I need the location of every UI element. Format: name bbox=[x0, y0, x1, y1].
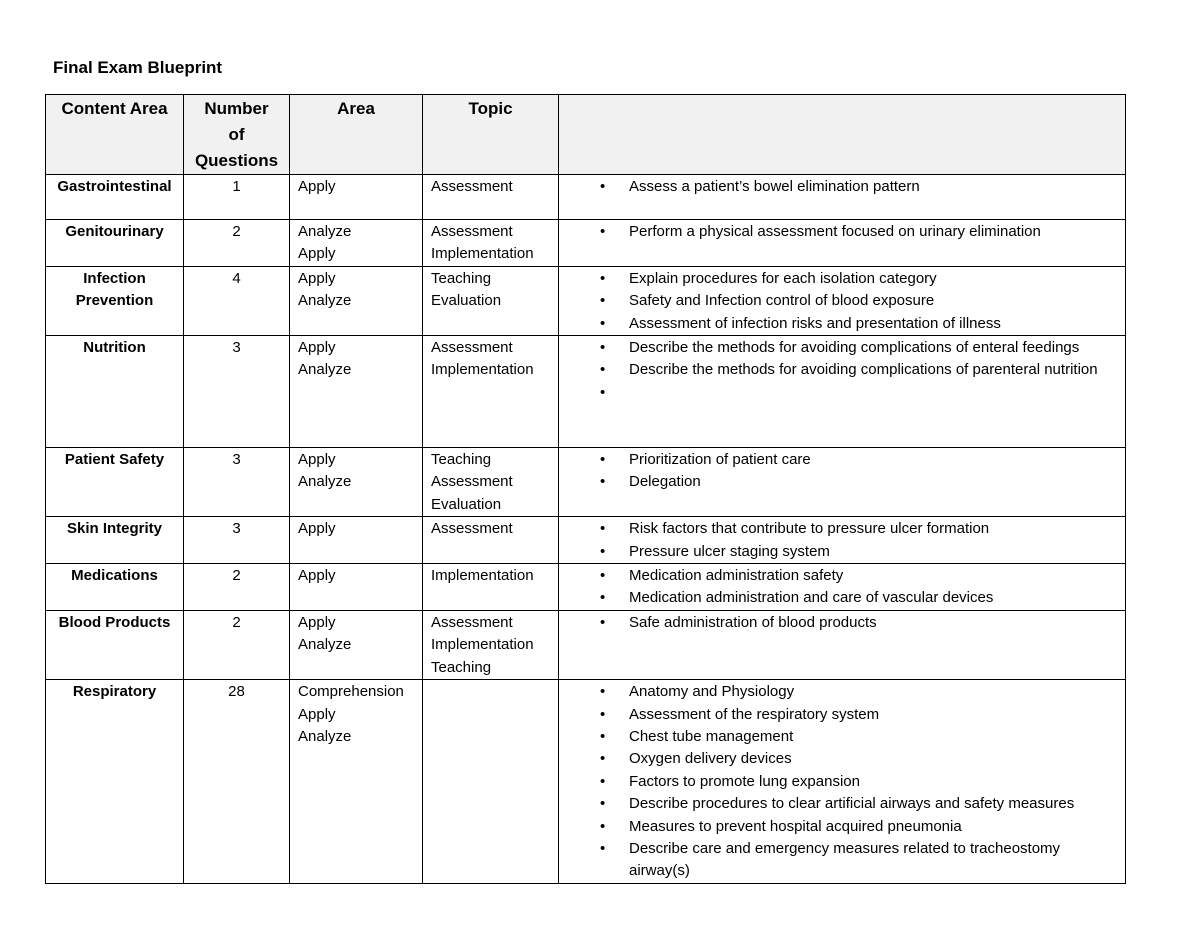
details-cell bbox=[559, 517, 1126, 564]
details-cell bbox=[559, 266, 1126, 335]
topic-item: Implementation bbox=[431, 636, 534, 654]
topic-item: Implementation bbox=[431, 567, 534, 585]
area-item: Analyze bbox=[298, 473, 352, 491]
details-cell bbox=[559, 564, 1126, 611]
header-details bbox=[559, 95, 1126, 175]
topic-item: Teaching bbox=[431, 451, 492, 469]
topic-cell bbox=[423, 266, 559, 335]
area-cell bbox=[290, 564, 423, 611]
area-item: Apply bbox=[298, 613, 336, 631]
area-cell bbox=[290, 517, 423, 564]
bullet-list bbox=[567, 449, 1117, 494]
content-area-cell: Blood Products bbox=[46, 610, 184, 679]
bullet-item: • Describe the methods for avoiding complications of enteral feedings bbox=[629, 337, 1117, 359]
topic-item: Implementation bbox=[431, 361, 534, 379]
area-item: Apply bbox=[298, 269, 336, 287]
area-cell bbox=[290, 220, 423, 267]
topic-cell bbox=[423, 680, 559, 884]
table-row bbox=[46, 266, 1126, 335]
header-area: Area bbox=[290, 95, 423, 175]
content-area-cell bbox=[46, 266, 184, 335]
area-cell bbox=[290, 175, 423, 220]
area-item: Analyze bbox=[298, 636, 352, 654]
topic-item: Assessment bbox=[431, 473, 513, 491]
bullet-item: • Pressure ulcer staging system bbox=[629, 541, 1117, 563]
questions-cell: 2 bbox=[184, 564, 290, 611]
header-topic: Topic bbox=[423, 95, 559, 175]
content-area-cell: Patient Safety bbox=[46, 448, 184, 517]
topic-cell bbox=[423, 564, 559, 611]
questions-cell: 28 bbox=[184, 680, 290, 884]
header-number-of-questions bbox=[184, 95, 290, 175]
content-area-line: Infection bbox=[83, 269, 146, 287]
topic-item: Teaching bbox=[431, 658, 492, 676]
area-cell bbox=[290, 266, 423, 335]
table-row bbox=[46, 564, 1126, 611]
bullet-list bbox=[567, 337, 1117, 404]
table-row bbox=[46, 680, 1126, 884]
bullet-item: • Delegation bbox=[629, 471, 1117, 493]
questions-cell: 2 bbox=[184, 610, 290, 679]
bullet-item: • Perform a physical assessment focused on urinary elimination bbox=[629, 221, 1117, 243]
table-row bbox=[46, 336, 1126, 448]
area-item: Apply bbox=[298, 451, 336, 469]
bullet-list bbox=[567, 221, 1117, 243]
table-row bbox=[46, 610, 1126, 679]
topic-item: Teaching bbox=[431, 269, 492, 287]
topic-cell bbox=[423, 448, 559, 517]
bullet-list bbox=[567, 565, 1117, 610]
bullet-list bbox=[567, 612, 1117, 634]
topic-item: Assessment bbox=[431, 613, 513, 631]
area-item: Apply bbox=[298, 178, 336, 195]
area-cell bbox=[290, 680, 423, 884]
bullet-item: • Risk factors that contribute to pressure ulcer formation bbox=[629, 518, 1117, 540]
topic-item: Assessment bbox=[431, 520, 513, 538]
topic-cell bbox=[423, 220, 559, 267]
area-item: Comprehension bbox=[298, 683, 404, 701]
content-area-cell: Genitourinary bbox=[46, 220, 184, 267]
area-item: Analyze bbox=[298, 361, 352, 379]
topic-item: Assessment bbox=[431, 223, 513, 240]
questions-cell: 1 bbox=[184, 175, 290, 220]
details-cell bbox=[559, 610, 1126, 679]
header-number-line: Number bbox=[204, 99, 269, 118]
topic-cell bbox=[423, 610, 559, 679]
content-area-line: Prevention bbox=[75, 292, 154, 310]
area-cell bbox=[290, 448, 423, 517]
area-item: Analyze bbox=[298, 223, 352, 240]
details-cell bbox=[559, 680, 1126, 884]
content-area-cell: Respiratory bbox=[46, 680, 184, 884]
area-item: Apply bbox=[298, 339, 336, 357]
bullet-item: • Safety and Infection control of blood exposure bbox=[629, 290, 1117, 312]
bullet-item: • Assessment of infection risks and presentation of illness bbox=[629, 313, 1117, 335]
details-cell bbox=[559, 336, 1126, 448]
topic-item: Assessment bbox=[431, 178, 513, 195]
bullet-item: • Assessment of the respiratory system bbox=[629, 704, 1117, 726]
page-title: Final Exam Blueprint bbox=[53, 58, 223, 77]
bullet-item: • Describe procedures to clear artificial airways and safety measures bbox=[629, 793, 1117, 815]
area-item: Apply bbox=[298, 705, 336, 723]
content-area-cell: Skin Integrity bbox=[46, 517, 184, 564]
content-area-cell: Medications bbox=[46, 564, 184, 611]
content-area-cell: Gastrointestinal bbox=[46, 175, 184, 220]
table-row bbox=[46, 175, 1126, 220]
bullet-item: • Factors to promote lung expansion bbox=[629, 771, 1117, 793]
topic-cell bbox=[423, 517, 559, 564]
bullet-item: • Measures to prevent hospital acquired pneumonia bbox=[629, 816, 1117, 838]
header-number-line: Questions bbox=[194, 151, 279, 170]
table-row bbox=[46, 517, 1126, 564]
area-cell bbox=[290, 336, 423, 448]
bullet-item: • Assess a patient’s bowel elimination pattern bbox=[629, 176, 1117, 198]
bullet-item: • Explain procedures for each isolation category bbox=[629, 268, 1117, 290]
bullet-item: • Safe administration of blood products bbox=[629, 612, 1117, 634]
header-number-line: of bbox=[228, 125, 245, 144]
bullet-list bbox=[567, 268, 1117, 335]
bullet-item: • Prioritization of patient care bbox=[629, 449, 1117, 471]
questions-cell: 3 bbox=[184, 448, 290, 517]
questions-cell: 4 bbox=[184, 266, 290, 335]
topic-item: Evaluation bbox=[431, 292, 502, 310]
bullet-item-empty bbox=[629, 382, 1117, 404]
bullet-list bbox=[567, 176, 1117, 198]
bullet-item: • Anatomy and Physiology bbox=[629, 681, 1117, 703]
questions-cell: 3 bbox=[184, 517, 290, 564]
blueprint-table bbox=[45, 94, 1126, 884]
topic-item: Evaluation bbox=[431, 495, 502, 513]
topic-item: Implementation bbox=[431, 245, 534, 263]
bullet-item: • Oxygen delivery devices bbox=[629, 748, 1117, 770]
details-cell bbox=[559, 220, 1126, 267]
topic-item: Assessment bbox=[431, 339, 513, 357]
table-row bbox=[46, 220, 1126, 267]
topic-cell bbox=[423, 336, 559, 448]
bullet-item: • Medication administration and care of vascular devices bbox=[629, 587, 1117, 609]
table-row bbox=[46, 448, 1126, 517]
details-cell bbox=[559, 175, 1126, 220]
topic-cell bbox=[423, 175, 559, 220]
content-area-cell: Nutrition bbox=[46, 336, 184, 448]
questions-cell: 3 bbox=[184, 336, 290, 448]
area-item: Analyze bbox=[298, 727, 352, 745]
bullet-list bbox=[567, 518, 1117, 563]
bullet-item: • Chest tube management bbox=[629, 726, 1117, 748]
area-cell bbox=[290, 610, 423, 679]
header-row bbox=[46, 95, 1126, 175]
header-content-area: Content Area bbox=[46, 95, 184, 175]
details-cell bbox=[559, 448, 1126, 517]
bullet-list bbox=[567, 681, 1117, 883]
area-item: Analyze bbox=[298, 292, 352, 310]
area-item: Apply bbox=[298, 567, 336, 585]
area-item: Apply bbox=[298, 245, 336, 263]
bullet-item: • Describe care and emergency measures related to tracheostomy airway(s) bbox=[629, 838, 1117, 883]
bullet-item: • Describe the methods for avoiding complications of parenteral nutrition bbox=[629, 359, 1117, 381]
bullet-item: • Medication administration safety bbox=[629, 565, 1117, 587]
area-item: Apply bbox=[298, 520, 336, 538]
questions-cell: 2 bbox=[184, 220, 290, 267]
